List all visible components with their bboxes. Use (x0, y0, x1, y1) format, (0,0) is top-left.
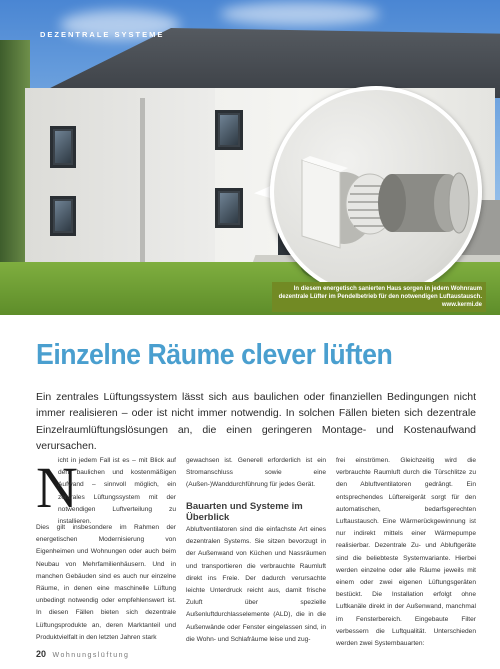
section-subheading: Bauarten und Systeme im Überblick (186, 501, 303, 523)
cloud (220, 2, 380, 26)
column-3-body: frei einströmen. Gleichzeitig wird die verbrauchte Raumluft durch die Türschlitze zu den Abluftventilatoren gedrängt. Ein entsprechendes Lüftereigerät sorgt für den automatischen, bedarfsgerechten Luftaustausch. Eine Wärmerückgewinnung ist nur indirekt mittels einer Wärmepumpe realisierbar. Dezentrale Zu- und Abluftgeräte sind die beliebteste Systemvariante. Hierbei werden einzelne oder alle Räume jeweils mit einem oder zwei eigenen Lüftungsgeräten bestückt. Die Installation erfolgt ohne Luftkanäle direkt in der Außenwand, manchmal im Fensterbereich. Eingebaute Filter verbessern die Luftqualität. Unterschieden werden zwei Systembauarten: (336, 457, 476, 648)
page-number: 20 (36, 649, 47, 659)
column-2-top: gewachsen ist. Generell erforderlich ist ein Stromanschluss sowie eine (Außen-)Wanddurchführung für jedes Gerät. (186, 457, 326, 489)
window (50, 196, 76, 236)
window (50, 126, 76, 168)
article-title: Einzelne Räume clever lüften (36, 339, 393, 371)
article-lead: Ein zentrales Lüftungssystem lässt sich aus baulichen oder finanziellen Bedingungen nicht immer realisieren – oder ist nicht immer notwendig. In solchen Fällen bieten sich dezentrale Einzelraumlüftungslösungen an, die einen geringeren Montage- und Kostenaufwand verursachen. (36, 391, 476, 452)
section-label: DEZENTRALE SYSTEME (40, 30, 165, 39)
drop-cap: N (36, 455, 78, 520)
photo-caption (272, 282, 486, 312)
column-2-body: Abluftventilatoren sind die einfachste Art eines dezentralen Systems. Sie sitzen bevorzugt in der Außenwand von Küchen und Nassräumen und transportieren die verbrauchte Raumluft direkt ins Freie. Der dadurch verursachte leichte Unterdruck reicht aus, damit frische Zuluft über spezielle Außenluftdurchlasselemente (ALD), die in die Außenwände oder Fenster eingelassen sind, in die Wohn- und Schlafräume leise und zug- (186, 526, 326, 643)
photo-caption-text: In diesem energetisch sanierten Haus sorgen in jedem Wohnraum dezentrale Lüfter im Pendelbetrieb für den notwendigen Luftaustausch. www.kermi.de (278, 286, 482, 308)
magazine-name: Wohnungslüftung (52, 652, 130, 659)
ventilator-callout (270, 86, 482, 298)
wall-ventilator-illustration (274, 90, 482, 298)
hero-photo (0, 0, 500, 315)
column-1-body: Dies gilt insbesondere im Rahmen der energetischen Modernisierung von Eigenheimen und Wohnungen oder auch beim Neubau von Mehrfamilienhäusern. Und in manchen Gebäuden sind es auch nur einzelne Räume, in denen eine maschinelle Lüftung unbedingt notwendig oder empfehlenswert ist. In diesen Fällen bieten sich dezentrale Lüftungsprodukte an, deren Marktanteil und Produktvielfalt in den letzten Jahren stark (36, 524, 176, 641)
window (215, 188, 243, 228)
window (215, 110, 243, 150)
downpipe (140, 98, 145, 288)
house-wall-side (25, 88, 215, 283)
column-1-intro: icht in jedem Fall ist es – mit Blick auf den baulichen und kostenmäßigen Aufwand – sinnvoll möglich, ein zentrales Lüftungssystem mit der notwendigen Luftverteilung zu installieren. (58, 457, 176, 526)
page-footer (36, 649, 129, 659)
